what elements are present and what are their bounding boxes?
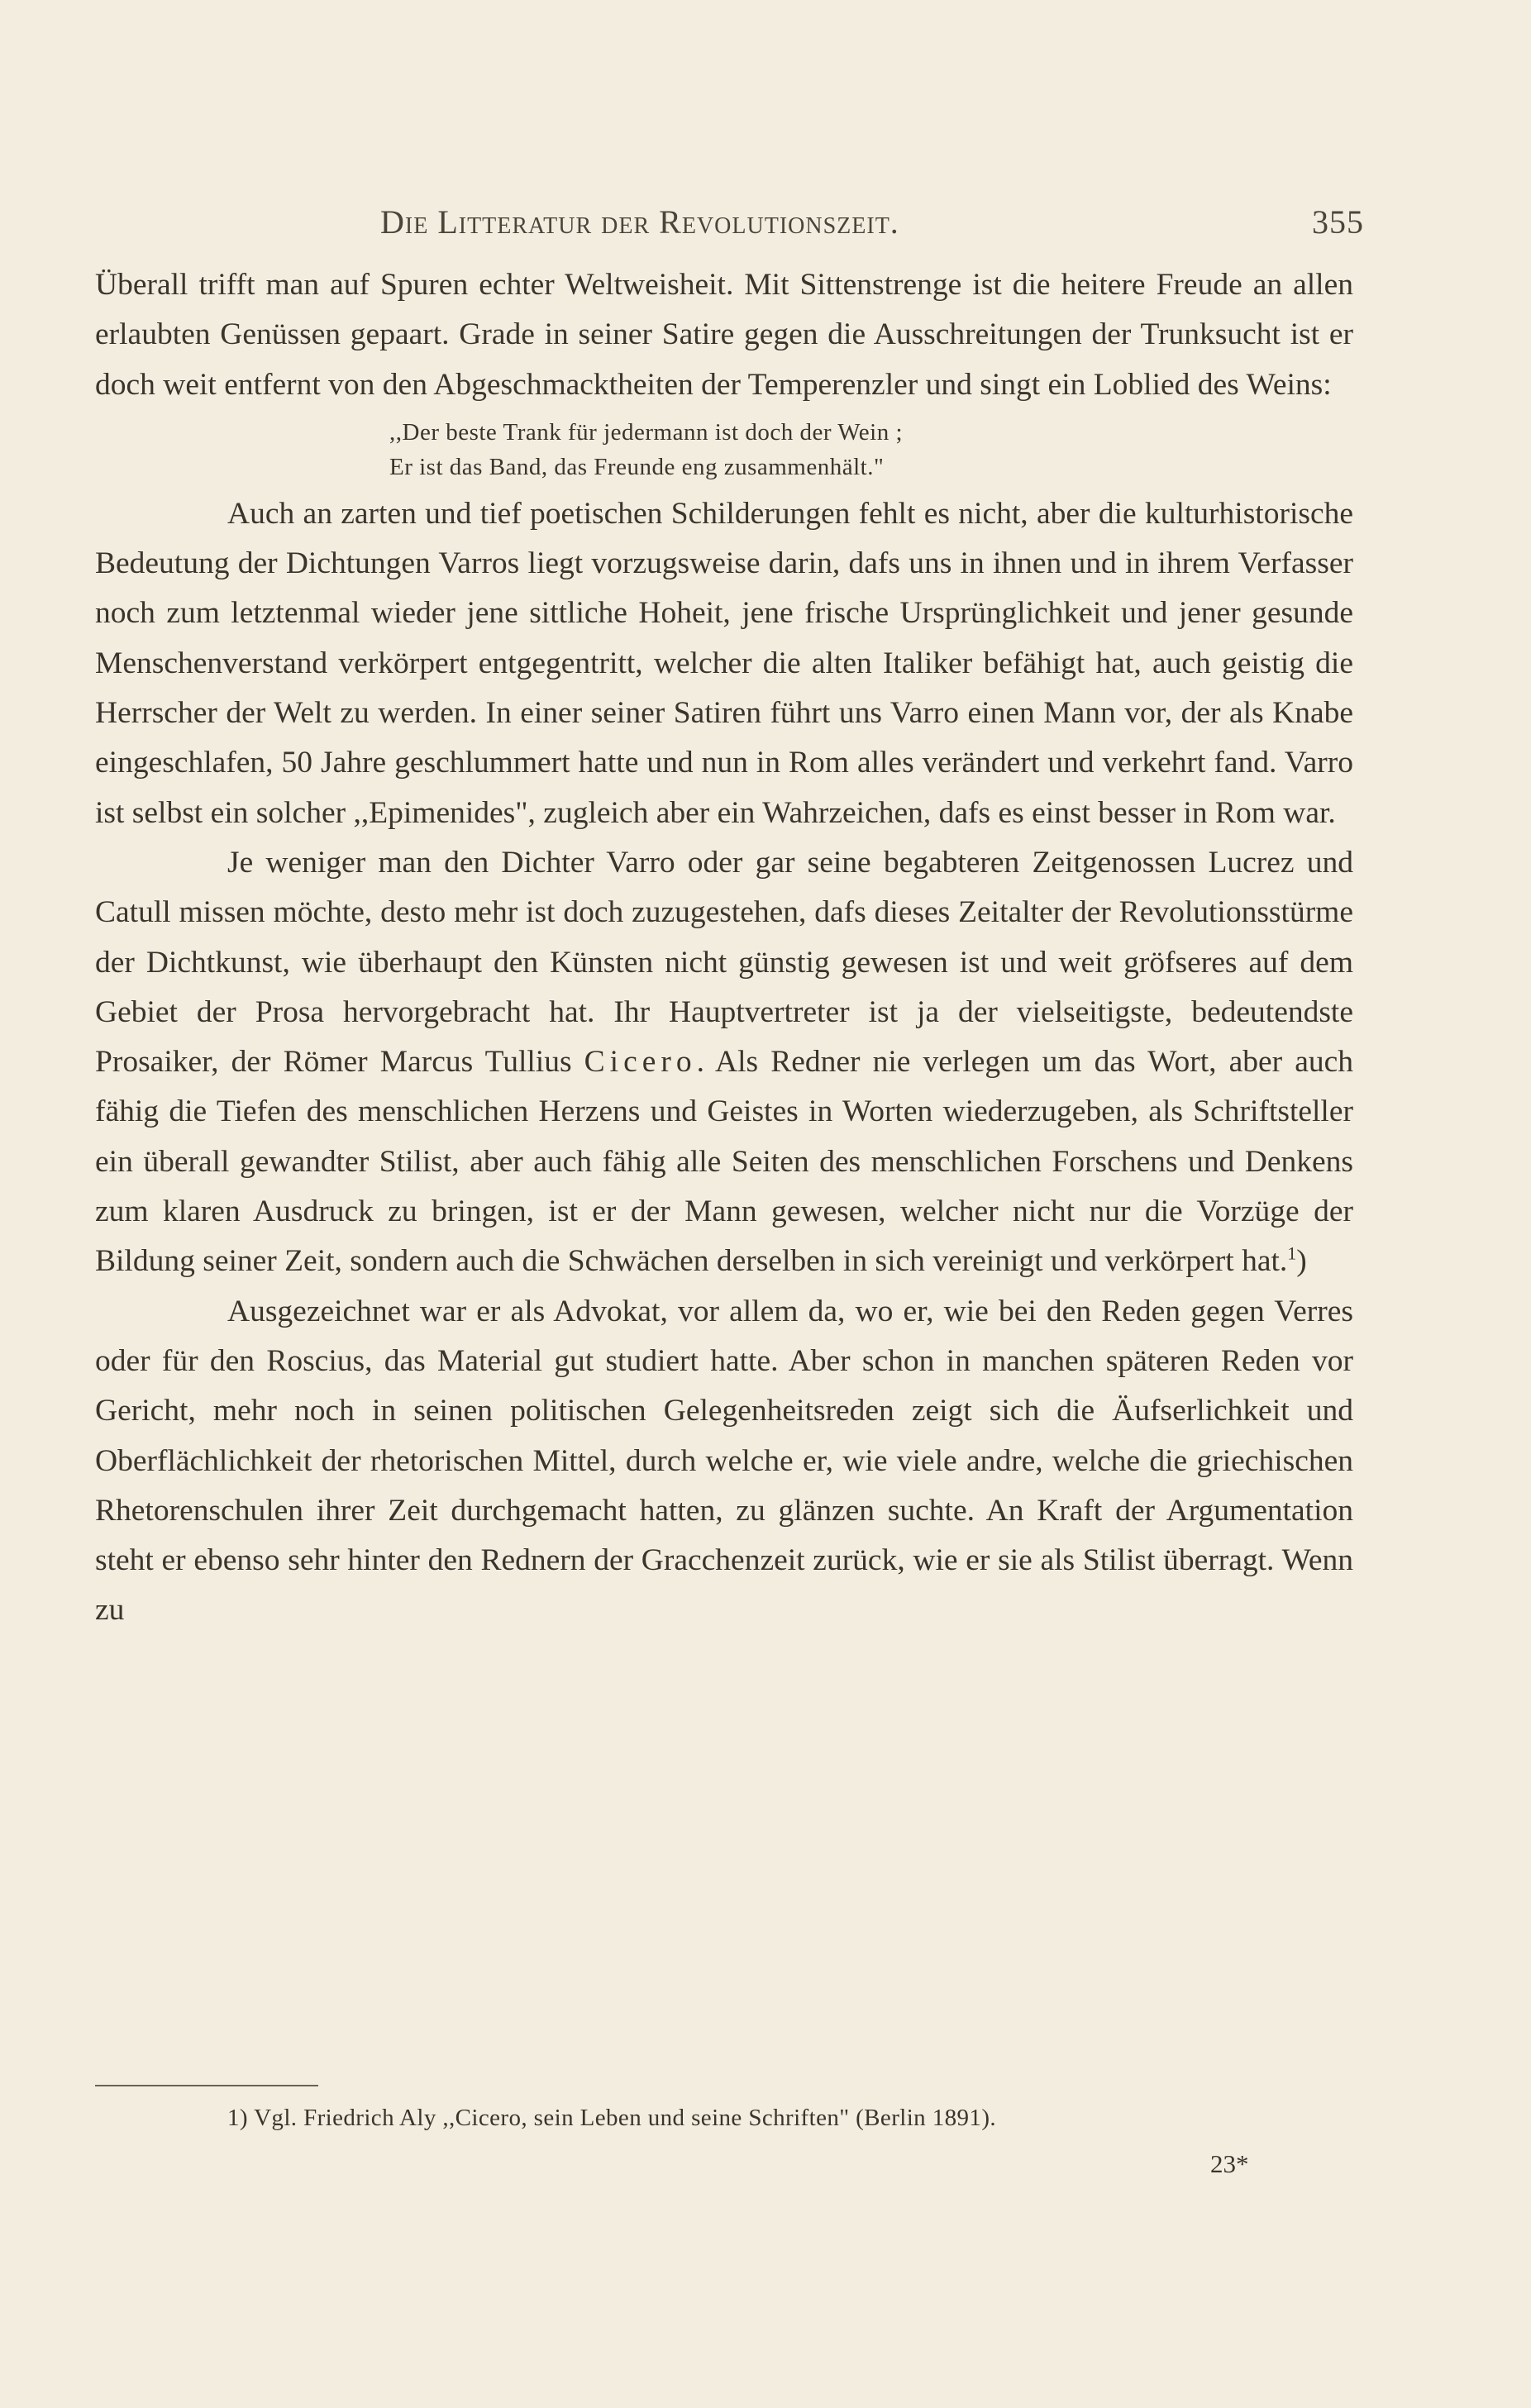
- quote-line-2: Er ist das Band, das Freunde eng zusammenhält.": [389, 453, 885, 480]
- paragraph-1: Überall trifft man auf Spuren echter Weltweisheit. Mit Sittenstrenge ist die heitere Freude an allen erlaubten Genüssen gepaart. Grade in seiner Satire gegen die Ausschreitungen der Trunksucht ist er doch weit entfernt von den Abgeschmacktheiten der Temperenzler und singt ein Loblied des Weins:: [95, 268, 1353, 402]
- paragraph-3: [95, 838, 1353, 1287]
- running-header: [380, 203, 1364, 241]
- page-number: 355: [1312, 203, 1364, 241]
- body-text: [95, 260, 1353, 1636]
- paragraph-3-part-a: Je weniger man den Dichter Varro oder gar seine begabteren Zeitgenossen Lucrez und Catull missen möchte, desto mehr ist doch zuzugestehen, dafs dieses Zeitalter der Revolutionsstürme der Dichtkunst, wie überhaupt den Künsten nicht günstig gewesen ist und weit gröfseres auf dem Gebiet der Prosa hervorgebracht hat. Ihr Hauptvertreter ist ja der vielseitigste, bedeutendste Prosaiker, der Römer Marcus Tullius: [95, 845, 1353, 1080]
- header-title: Die Litteratur der Revolutionszeit.: [380, 203, 899, 241]
- signature-mark: 23*: [1210, 2149, 1249, 2178]
- quote-line-1: ,,Der beste Trank für jedermann ist doch der Wein ;: [389, 418, 904, 446]
- footnote: 1) Vgl. Friedrich Aly ,,Cicero, sein Leben und seine Schriften" (Berlin 1891).: [227, 2105, 997, 2131]
- paragraph-2: Auch an zarten und tief poetischen Schilderungen fehlt es nicht, aber die kulturhistorische Bedeutung der Dichtungen Varros liegt vorzugsweise darin, dafs uns in ihnen und in ihrem Verfasser noch zum letztenmal wieder jene sittliche Hoheit, jene frische Ursprünglichkeit und jener gesunde Menschenverstand verkörpert entgegentritt, welcher die alten Italiker befähigt hat, auch geistig die Herrscher der Welt zu werden. In einer seiner Satiren führt uns Varro einen Mann vor, der als Knabe eingeschlafen, 50 Jahre geschlummert hatte und nun in Rom alles verändert und verkehrt fand. Varro ist selbst ein solcher ,,Epimenides", zugleich aber ein Wahrzeichen, dafs es einst besser in Rom war.: [95, 496, 1353, 830]
- paragraph-3-part-b: . Als Redner nie verlegen um das Wort, aber auch fähig die Tiefen des menschlichen Herzens und Geistes in Worten wiederzugeben, als Schriftsteller ein überall gewandter Stilist, aber auch fähig alle Seiten des menschlichen Forschens und Denkens zum klaren Ausdruck zu bringen, ist er der Mann gewesen, welcher nicht nur die Vorzüge der Bildung seiner Zeit, sondern auch die Schwächen derselben in sich vereinigt und verkörpert hat.: [95, 1045, 1353, 1279]
- footnote-ref-close: ): [1296, 1244, 1307, 1279]
- footnote-rule: [95, 2085, 318, 2086]
- verse-quote: [389, 410, 1353, 489]
- footnote-ref: 1: [1287, 1242, 1297, 1264]
- cicero-name: Cicero: [584, 1045, 697, 1080]
- paragraph-4: Ausgezeichnet war er als Advokat, vor allem da, wo er, wie bei den Reden gegen Verres oder für den Roscius, das Material gut studiert hatte. Aber schon in manchen späteren Reden vor Gericht, mehr noch in seinen politischen Gelegenheitsreden zeigt sich die Äufserlichkeit und Oberflächlichkeit der rhetorischen Mittel, durch welche er, wie viele andre, welche die griechischen Rhetorenschulen ihrer Zeit durchgemacht hatten, zu glänzen suchte. An Kraft der Argumentation steht er ebenso sehr hinter den Rednern der Gracchenzeit zurück, wie er sie als Stilist überragt. Wenn zu: [95, 1294, 1353, 1628]
